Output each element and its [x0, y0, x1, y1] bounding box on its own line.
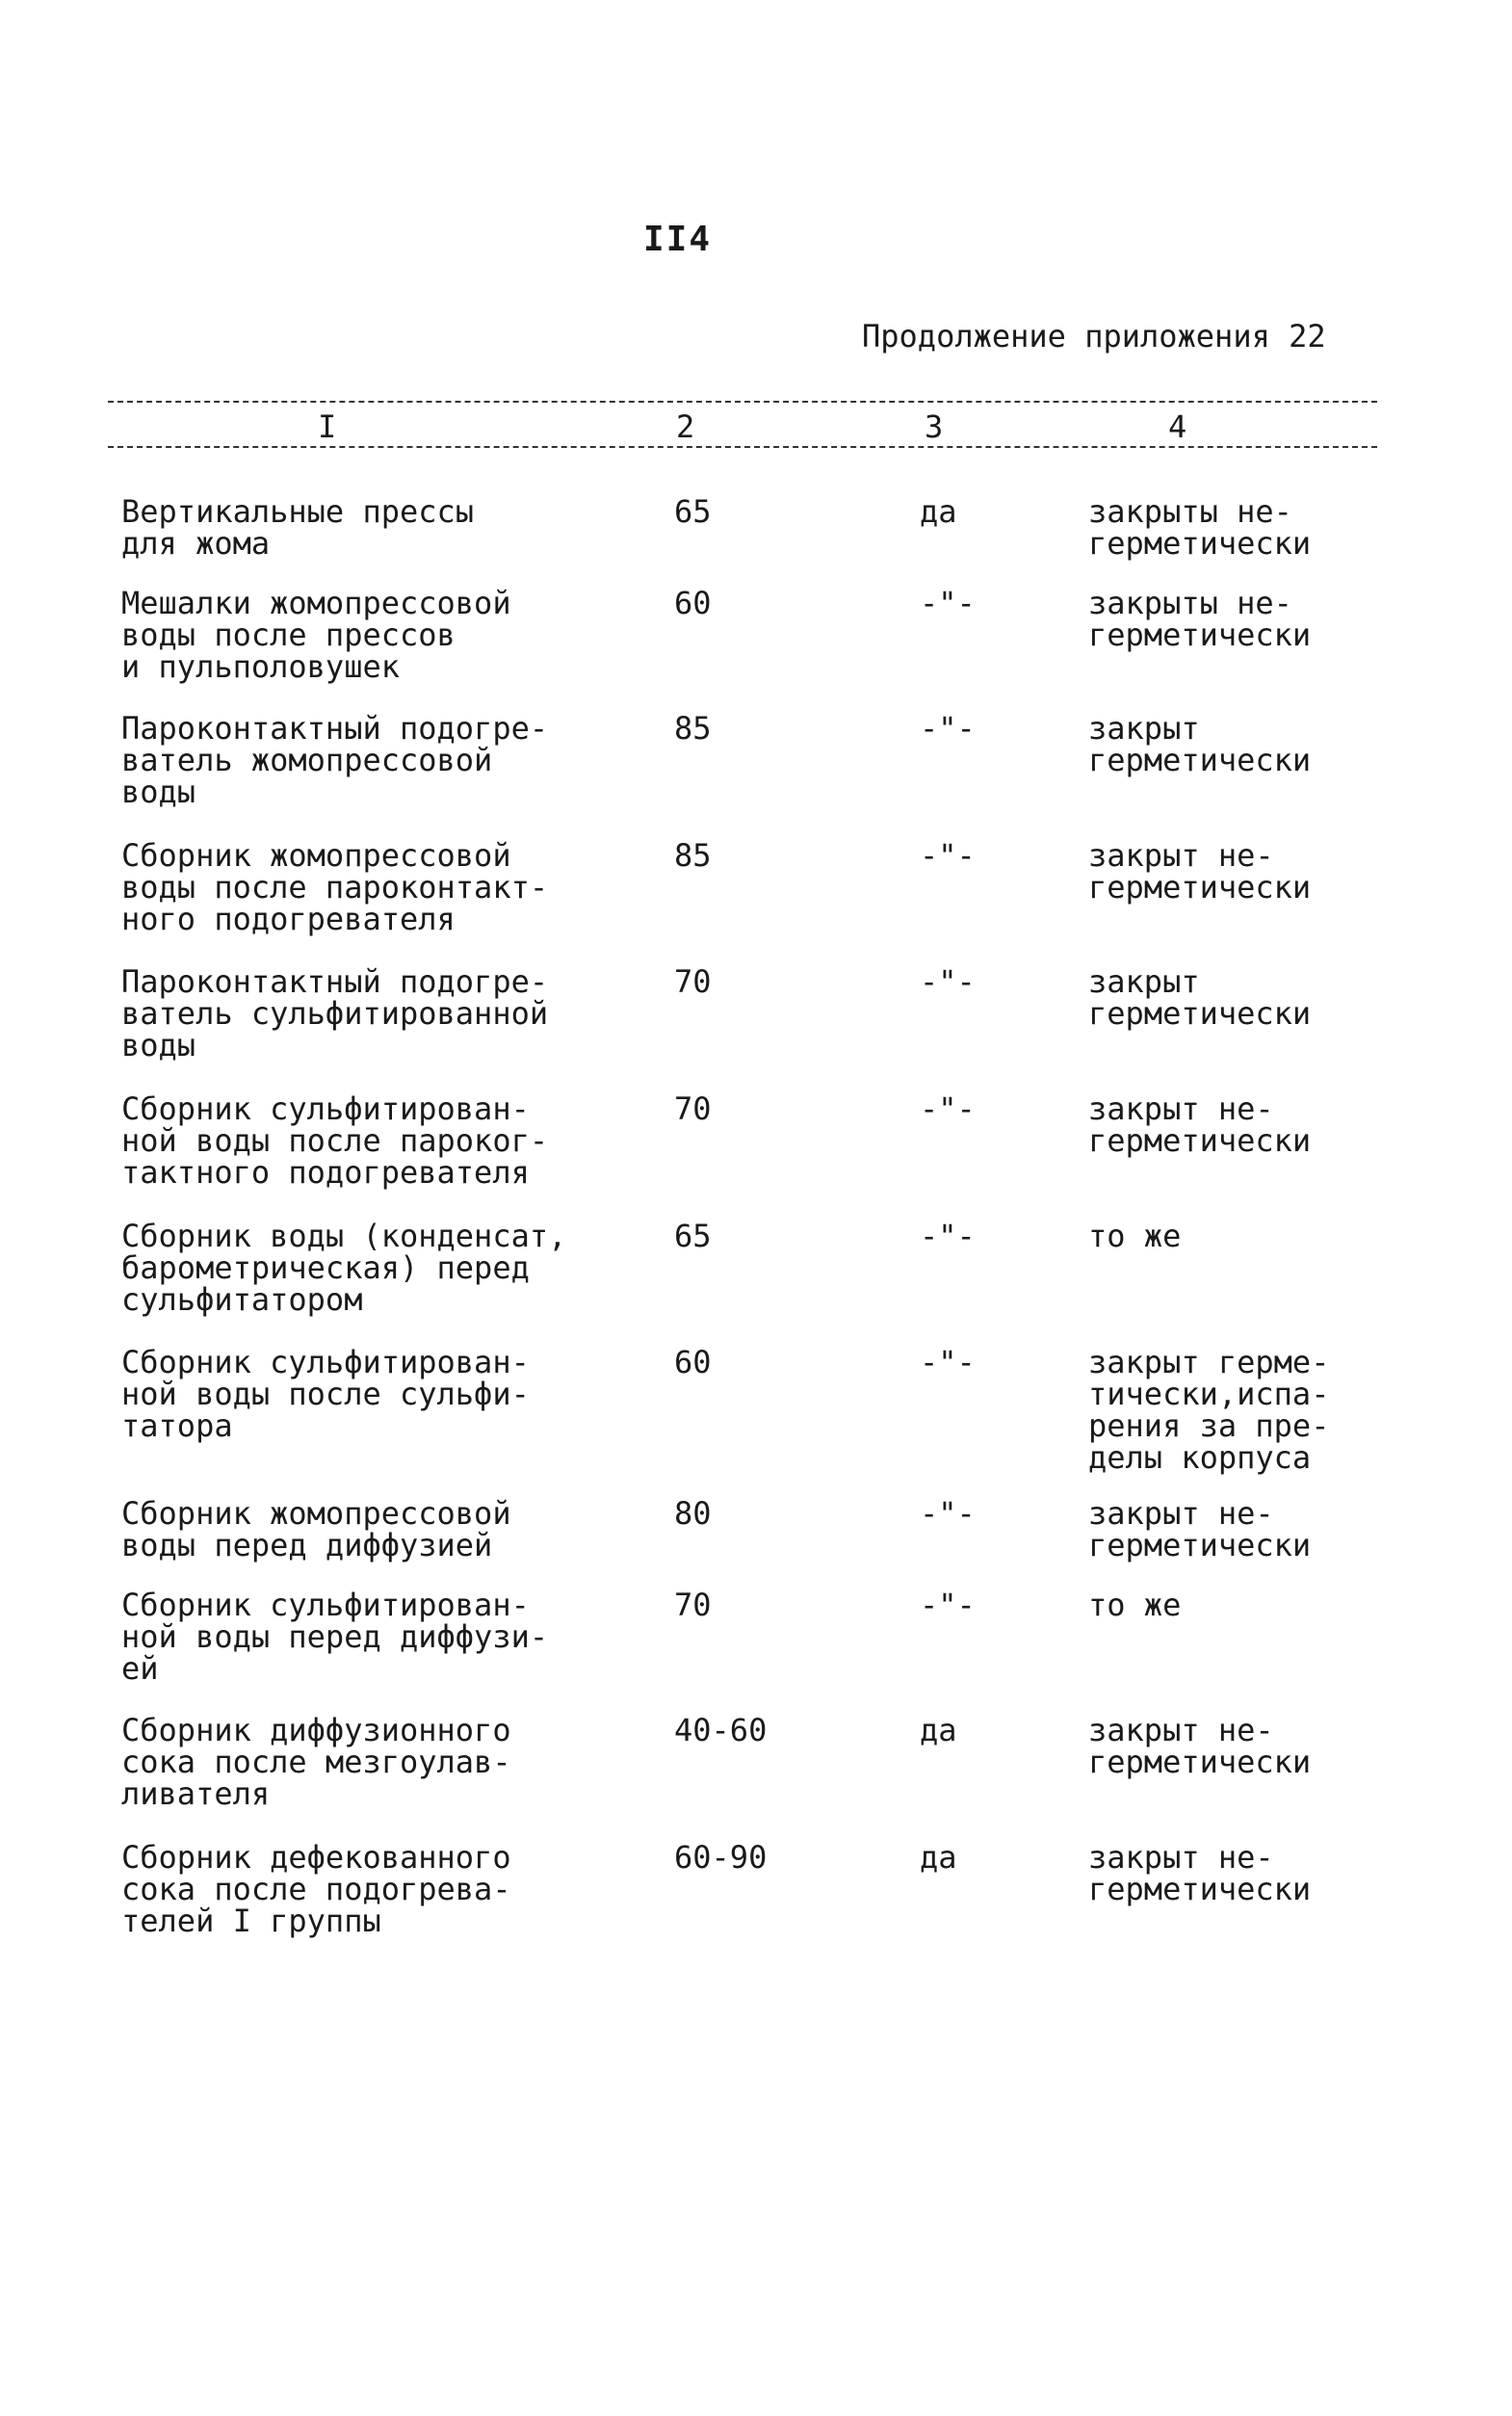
cell-equipment: Сборник сульфитирован- ной воды после сульфи- татора [121, 1344, 530, 1444]
cell-temperature: 65 [674, 493, 712, 530]
cell-sealing: то же [1088, 1587, 1182, 1623]
table-header-col-4: 4 [1168, 408, 1187, 445]
cell-sealing: закрыт герметически [1088, 963, 1312, 1032]
cell-equipment: Сборник воды (конденсат, барометрическая) перед сульфитатором [121, 1218, 567, 1318]
cell-flag: -"- [920, 1495, 976, 1532]
cell-equipment: Пароконтактный подогре- ватель жомопрессовой воды [121, 710, 549, 810]
cell-flag: -"- [920, 1218, 976, 1254]
cell-equipment: Сборник сульфитирован- ной воды после пароког- тактного подогревателя [121, 1090, 549, 1191]
cell-equipment: Мешалки жомопрессовой воды после прессов и пульполовушек [121, 585, 511, 685]
cell-flag: -"- [920, 1090, 976, 1127]
cell-temperature: 70 [674, 963, 712, 1000]
cell-sealing: закрыт не- герметически [1088, 1712, 1312, 1780]
cell-flag: да [920, 1712, 957, 1748]
cell-flag: -"- [920, 585, 976, 621]
cell-flag: -"- [920, 1344, 976, 1380]
cell-temperature: 70 [674, 1090, 712, 1127]
cell-flag: да [920, 1839, 957, 1876]
cell-sealing: то же [1088, 1218, 1182, 1254]
cell-temperature: 85 [674, 837, 712, 874]
cell-temperature: 60-90 [674, 1839, 768, 1876]
cell-flag: -"- [920, 963, 976, 1000]
page-number: II4 [643, 220, 713, 259]
cell-temperature: 70 [674, 1587, 712, 1623]
cell-sealing: закрыты не- герметически [1088, 493, 1312, 562]
cell-sealing: закрыт герме- тически,испа- рения за пре- делы корпуса [1088, 1344, 1330, 1476]
cell-equipment: Вертикальные прессы для жома [121, 493, 475, 562]
table-header-col-2: 2 [676, 408, 695, 445]
cell-equipment: Сборник жомопрессовой воды перед диффузией [121, 1495, 511, 1563]
cell-sealing: закрыты не- герметически [1088, 585, 1312, 653]
continuation-title: Продолжение приложения 22 [862, 318, 1326, 355]
cell-temperature: 85 [674, 710, 712, 747]
table-header-col-3: 3 [925, 408, 944, 445]
cell-temperature: 65 [674, 1218, 712, 1254]
cell-flag: -"- [920, 837, 976, 874]
cell-temperature: 40-60 [674, 1712, 768, 1748]
cell-temperature: 60 [674, 1344, 712, 1380]
cell-sealing: закрыт герметически [1088, 710, 1312, 778]
cell-flag: -"- [920, 1587, 976, 1623]
table-header-col-1: I [318, 408, 337, 445]
cell-flag: -"- [920, 710, 976, 747]
cell-equipment: Пароконтактный подогре- ватель сульфитированной воды [121, 963, 549, 1064]
cell-sealing: закрыт не- герметически [1088, 1495, 1312, 1563]
cell-temperature: 80 [674, 1495, 712, 1532]
cell-temperature: 60 [674, 585, 712, 621]
cell-equipment: Сборник диффузионного сока после мезгоулав- ливателя [121, 1712, 511, 1812]
cell-sealing: закрыт не- герметически [1088, 1839, 1312, 1907]
table-rule-bottom [108, 446, 1377, 448]
cell-flag: да [920, 493, 957, 530]
cell-equipment: Сборник сульфитирован- ной воды перед диффузи- ей [121, 1587, 549, 1687]
table-rule-top [108, 401, 1377, 403]
cell-equipment: Сборник дефекованного сока после подогрева- телей I группы [121, 1839, 511, 1939]
cell-equipment: Сборник жомопрессовой воды после пароконтакт- ного подогревателя [121, 837, 549, 937]
cell-sealing: закрыт не- герметически [1088, 1090, 1312, 1159]
cell-sealing: закрыт не- герметически [1088, 837, 1312, 906]
